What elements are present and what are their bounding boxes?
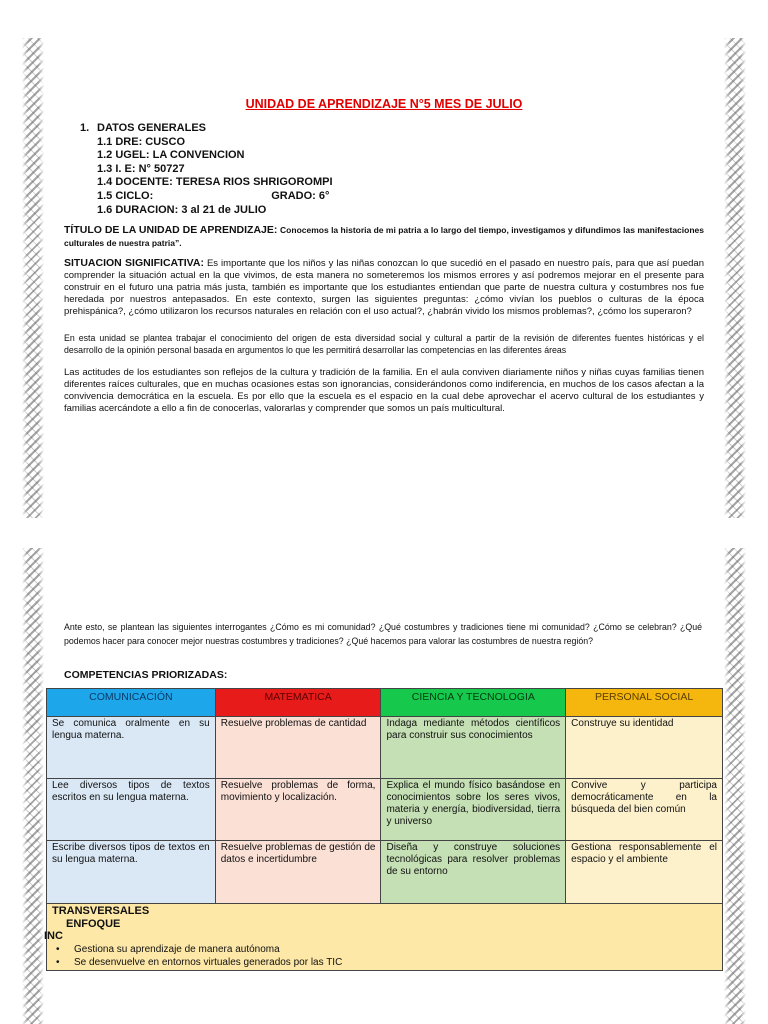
table-cell: Explica el mundo físico basándose en conocimientos sobre los seres vivos, materia y energía, biodiversidad, tierra y universo: [381, 779, 566, 841]
datos-item-ciclo: [97, 190, 333, 204]
table-cell: Diseña y construye soluciones tecnológicas para resolver problemas de su entorno: [381, 841, 566, 904]
competencias-table: [46, 688, 723, 971]
table-header-row: [47, 689, 723, 717]
actitudes-paragraph: Las actitudes de los estudiantes son reflejos de la cultura y tradición de la familia. En el aula conviven diariamente niños y niñas cuyas familias tienen diferentes raíces culturales, que en muchas ocasiones estas son ignorancias, considerándonos como indiferencia, en muchos de los casos afectan a la convivencia democrática en la escuela. Es por ello que la escuela es el espacio en la cual debe aprovechar el acervo cultural de los estudiantes y familias acercándote a ello a fin de conocerlas, valorarlas y comprender que somos un país multicultural.: [64, 367, 704, 414]
situacion-label: SITUACION SIGNIFICATIVA:: [64, 257, 204, 269]
competencias-heading: COMPETENCIAS PRIORIZADAS:: [64, 669, 228, 681]
table-row: [47, 717, 723, 779]
table-cell: Construye su identidad: [566, 717, 723, 779]
header-personal-social: PERSONAL SOCIAL: [566, 689, 723, 717]
transversales-label: TRANSVERSALES: [52, 905, 150, 917]
document-title: UNIDAD DE APRENDIZAJE N°5 MES DE JULIO: [245, 97, 523, 111]
header-ciencia: CIENCIA Y TECNOLOGIA: [381, 689, 566, 717]
datos-generales: [80, 122, 333, 217]
table-cell: Se comunica oralmente en su lengua materna.: [47, 717, 216, 779]
header-comunicacion: COMUNICACIÓN: [47, 689, 216, 717]
datos-heading: DATOS GENERALES: [97, 122, 206, 134]
enfoque-label: ENFOQUE: [66, 917, 121, 930]
table-cell: Indaga mediante métodos científicos para construir sus conocimientos: [381, 717, 566, 779]
situacion-text: Es importante que los niños y las niñas conozcan lo que sucedió en el pasado en nuestro país, para que así puedan comprender la situación actual en la que vivimos, de esta manera no someteremos los mismos errores y así podremos mejorar en el presente para construir en el futuro una patria más justa, también es importante que los estudiantes entiendan que parte de nuestra cultura y costumbres nos fue heredada por nuestros antepasados. En este contexto, surgen las siguientes preguntas: ¿cómo vivían los pueblos o culturas de la época prehispánica?, ¿cómo utilizaron los recursos naturales en relación con el uso actual?, ¿habrán vivido los mismos problemas?, ¿cómo los superaron?: [64, 258, 704, 317]
transversales-cell: [44, 904, 723, 971]
table-cell: Lee diversos tipos de textos escritos en su lengua materna.: [47, 779, 216, 841]
table-cell: Gestiona responsablemente el espacio y el ambiente: [566, 841, 723, 904]
datos-item-duracion: 1.6 DURACION: 3 al 21 de JULIO: [97, 203, 267, 216]
left-rope-border: [22, 0, 44, 1024]
table-cell: Escribe diversos tipos de textos en su lengua materna.: [47, 841, 216, 904]
datos-number: 1.: [80, 122, 90, 134]
table-row: [47, 779, 723, 841]
titulo-unidad-value: Conocemos la historia de mi patria a lo largo del tiempo, investigamos y difundimos las manifestaciones culturales de nuestra patria”.: [64, 225, 704, 248]
inc-label: INC: [44, 930, 63, 942]
datos-item-dre: 1.1 DRE: CUSCO: [97, 135, 186, 148]
titulo-unidad-label: TÍTULO DE LA UNIDAD DE APRENDIZAJE:: [64, 224, 278, 236]
table-row: [47, 841, 723, 904]
table-cell: Resuelve problemas de forma, movimiento y localización.: [215, 779, 381, 841]
table-cell: Convive y participa democráticamente en la búsqueda del bien común: [566, 779, 723, 841]
transversales-row: [47, 904, 723, 971]
right-rope-border: [724, 0, 746, 1024]
datos-item-docente: 1.4 DOCENTE: TERESA RIOS SHRIGOROMPI: [97, 176, 333, 189]
datos-item-ugel: 1.2 UGEL: LA CONVENCION: [97, 149, 245, 162]
ciclo-label: 1.5 CICLO:: [97, 189, 154, 202]
table-cell: Resuelve problemas de gestión de datos e incertidumbre: [215, 841, 381, 904]
header-matematica: MATEMATICA: [215, 689, 381, 717]
interrogantes-paragraph: Ante esto, se plantean las siguientes interrogantes ¿Cómo es mi comunidad? ¿Qué costumbres y tradiciones tiene mi comunidad? ¿Cómo se celebran? ¿Qué podemos hacer para conocer mejor nuestras costumbres y tradiciones? ¿Qué hacemos para valorar las costumbres de nuestra región?: [64, 622, 702, 646]
list-item: • Se desenvuelve en entornos virtuales generados por las TIC: [56, 956, 717, 969]
table-cell: Resuelve problemas de cantidad: [215, 717, 381, 779]
grado-label: GRADO: 6°: [271, 189, 330, 202]
titulo-unidad: [64, 224, 704, 250]
unidad-paragraph: En esta unidad se plantea trabajar el conocimiento del origen de esta diversidad social y cultural a partir de la revisión de diferentes fuentes históricas y el desarrollo de la opinión personal basada en argumentos lo que les permitirá desarrollar las competencias en las diferentes áreas: [64, 333, 704, 355]
situacion-significativa: [64, 257, 704, 318]
transversales-list: [52, 943, 717, 969]
datos-item-ie: 1.3 I. E: N° 50727: [97, 162, 185, 175]
list-item: • Gestiona su aprendizaje de manera autónoma: [56, 943, 717, 956]
